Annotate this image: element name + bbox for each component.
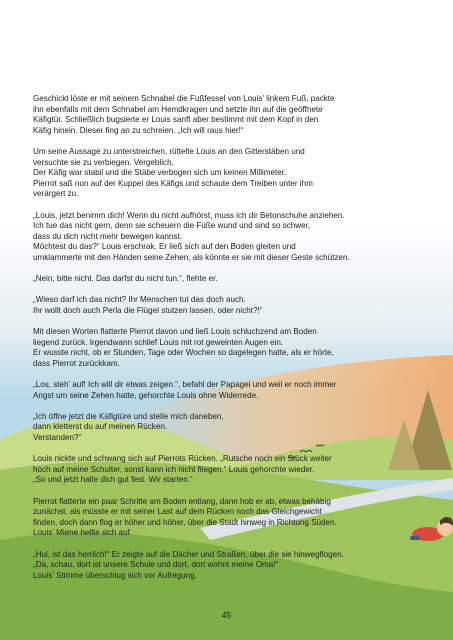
text-line: verärgert zu. bbox=[33, 189, 79, 199]
story-paragraph bbox=[33, 412, 429, 444]
text-line: Der Käfig war stabil und die Stäbe verbogen sich um keinen Millimeter. bbox=[33, 168, 287, 178]
text-line: „Hui, ist das herrlich!“ Er zeigte auf die Dächer und Straßen, über die sie hinwegflogen. bbox=[33, 549, 344, 559]
story-text bbox=[33, 94, 429, 592]
text-line: hoch auf meine Schulter, sonst kann ich nicht fliegen.“ Louis gehorchte wieder. bbox=[33, 464, 315, 474]
text-line: Pierrot saß nun auf der Kuppel des Käfigs und schaute dem Treiben unter ihm bbox=[33, 178, 313, 188]
text-line: Möchtest du das?“ Louis erschrak. Er ließ sich auf den Boden gleiten und bbox=[33, 242, 296, 252]
story-paragraph bbox=[33, 274, 429, 285]
story-paragraph bbox=[33, 295, 429, 316]
story-paragraph bbox=[33, 380, 429, 401]
text-line: Louis’ Miene hellte sich auf. bbox=[33, 528, 133, 538]
text-line: „Louis, jetzt benimm dich! Wenn du nicht aufhörst, muss ich dir Betonschuhe anziehen. bbox=[33, 210, 345, 220]
text-line: Louis nickte und schwang sich auf Pierrots Rücken. „Rutsche noch ein Stück weiter bbox=[33, 454, 332, 464]
text-line: Pierrot flatterte ein paar Schritte am Boden entlang, dann hob er ab, etwas behäbig bbox=[33, 496, 331, 506]
text-line: zunächst, als müsste er mit seiner Last auf dem Rücken noch das Gleichgewicht bbox=[33, 507, 322, 517]
text-line: „Nein, bitte nicht. Das darfst du nicht tun.“, flehte er. bbox=[33, 274, 218, 284]
story-paragraph bbox=[33, 550, 429, 582]
text-line: umklammerte mit den Händen seine Zehen, als könnte er sie mit dieser Geste schützen. bbox=[33, 252, 350, 262]
text-line: ihn ebenfalls mit dem Schnabel am Hemdkragen und setzte ihn auf die geöffnete bbox=[33, 104, 323, 114]
story-paragraph bbox=[33, 94, 429, 136]
page-number: 45 bbox=[221, 610, 232, 620]
text-line: Ihr wollt doch auch Perla die Flügel stutzen lassen, oder nicht?!“ bbox=[33, 305, 263, 315]
text-line: „So und jetzt halte dich gut fest. Wir starten.“ bbox=[33, 475, 193, 485]
text-line: Geschickt löste er mit seinem Schnabel die Fußfessel von Louis’ linkem Fuß, packte bbox=[33, 94, 335, 103]
text-line: versuchte sie zu verbiegen. Vergeblich. bbox=[33, 157, 174, 167]
text-line: dass Pierrot zurückkam. bbox=[33, 358, 120, 368]
text-line: „Da, schau, dort ist unsere Schule und dort, dort wohnt meine Oma!“ bbox=[33, 560, 279, 570]
story-paragraph bbox=[33, 147, 429, 200]
text-line: dann kletterst du auf meinen Rücken. bbox=[33, 422, 168, 432]
text-line: Angst um seine Zehen hatte, gehorchte Louis ohne Widerrede. bbox=[33, 390, 259, 400]
text-line: Käfigtür. Schließlich bugsierte er Louis sanft aber bestimmt mit dem Kopf in den bbox=[33, 115, 319, 125]
text-line: Louis’ Stimme überschlug sich vor Aufregung. bbox=[33, 570, 197, 580]
text-line: Er wusste nicht, ob er Stunden, Tage oder Wochen so dagelegen hatte, als er hörte, bbox=[33, 348, 334, 358]
text-line: Käfig hinein. Dieser fing an zu schreien. „Ich will raus hier!“ bbox=[33, 125, 244, 135]
story-paragraph bbox=[33, 327, 429, 369]
text-line: Mit diesen Worten flatterte Pierrot davon und ließ Louis schluchzend am Boden bbox=[33, 327, 317, 337]
text-line: finden, doch dann flog er höher und höher, über die Stadt hinweg in Richtung Süden. bbox=[33, 517, 337, 527]
text-line: Ich tue das nicht gern, denn sie scheuern die Füße wund und sind so schwer, bbox=[33, 221, 311, 231]
story-paragraph bbox=[33, 454, 429, 486]
text-line: „Wieso darf ich das nicht? Ihr Menschen tut das doch auch. bbox=[33, 295, 246, 305]
story-paragraph bbox=[33, 211, 429, 264]
text-line: „Ich öffne jetzt die Käfigtüre und stelle mich daneben, bbox=[33, 411, 224, 421]
text-line: „Los, steh’ auf! Ich will dir etwas zeigen.“, befahl der Papagei und weil er noch immer bbox=[33, 380, 337, 390]
text-line: dass du dich nicht mehr bewegen kannst. bbox=[33, 231, 182, 241]
text-line: Verstanden?“ bbox=[33, 433, 82, 442]
story-paragraph bbox=[33, 497, 429, 539]
text-line: liegend zurück. Irgendwann schlief Louis mit rot geweinten Augen ein. bbox=[33, 337, 284, 347]
text-line: Um seine Aussage zu unterstreichen, rüttelte Louis an den Gitterstäben und bbox=[33, 146, 305, 156]
